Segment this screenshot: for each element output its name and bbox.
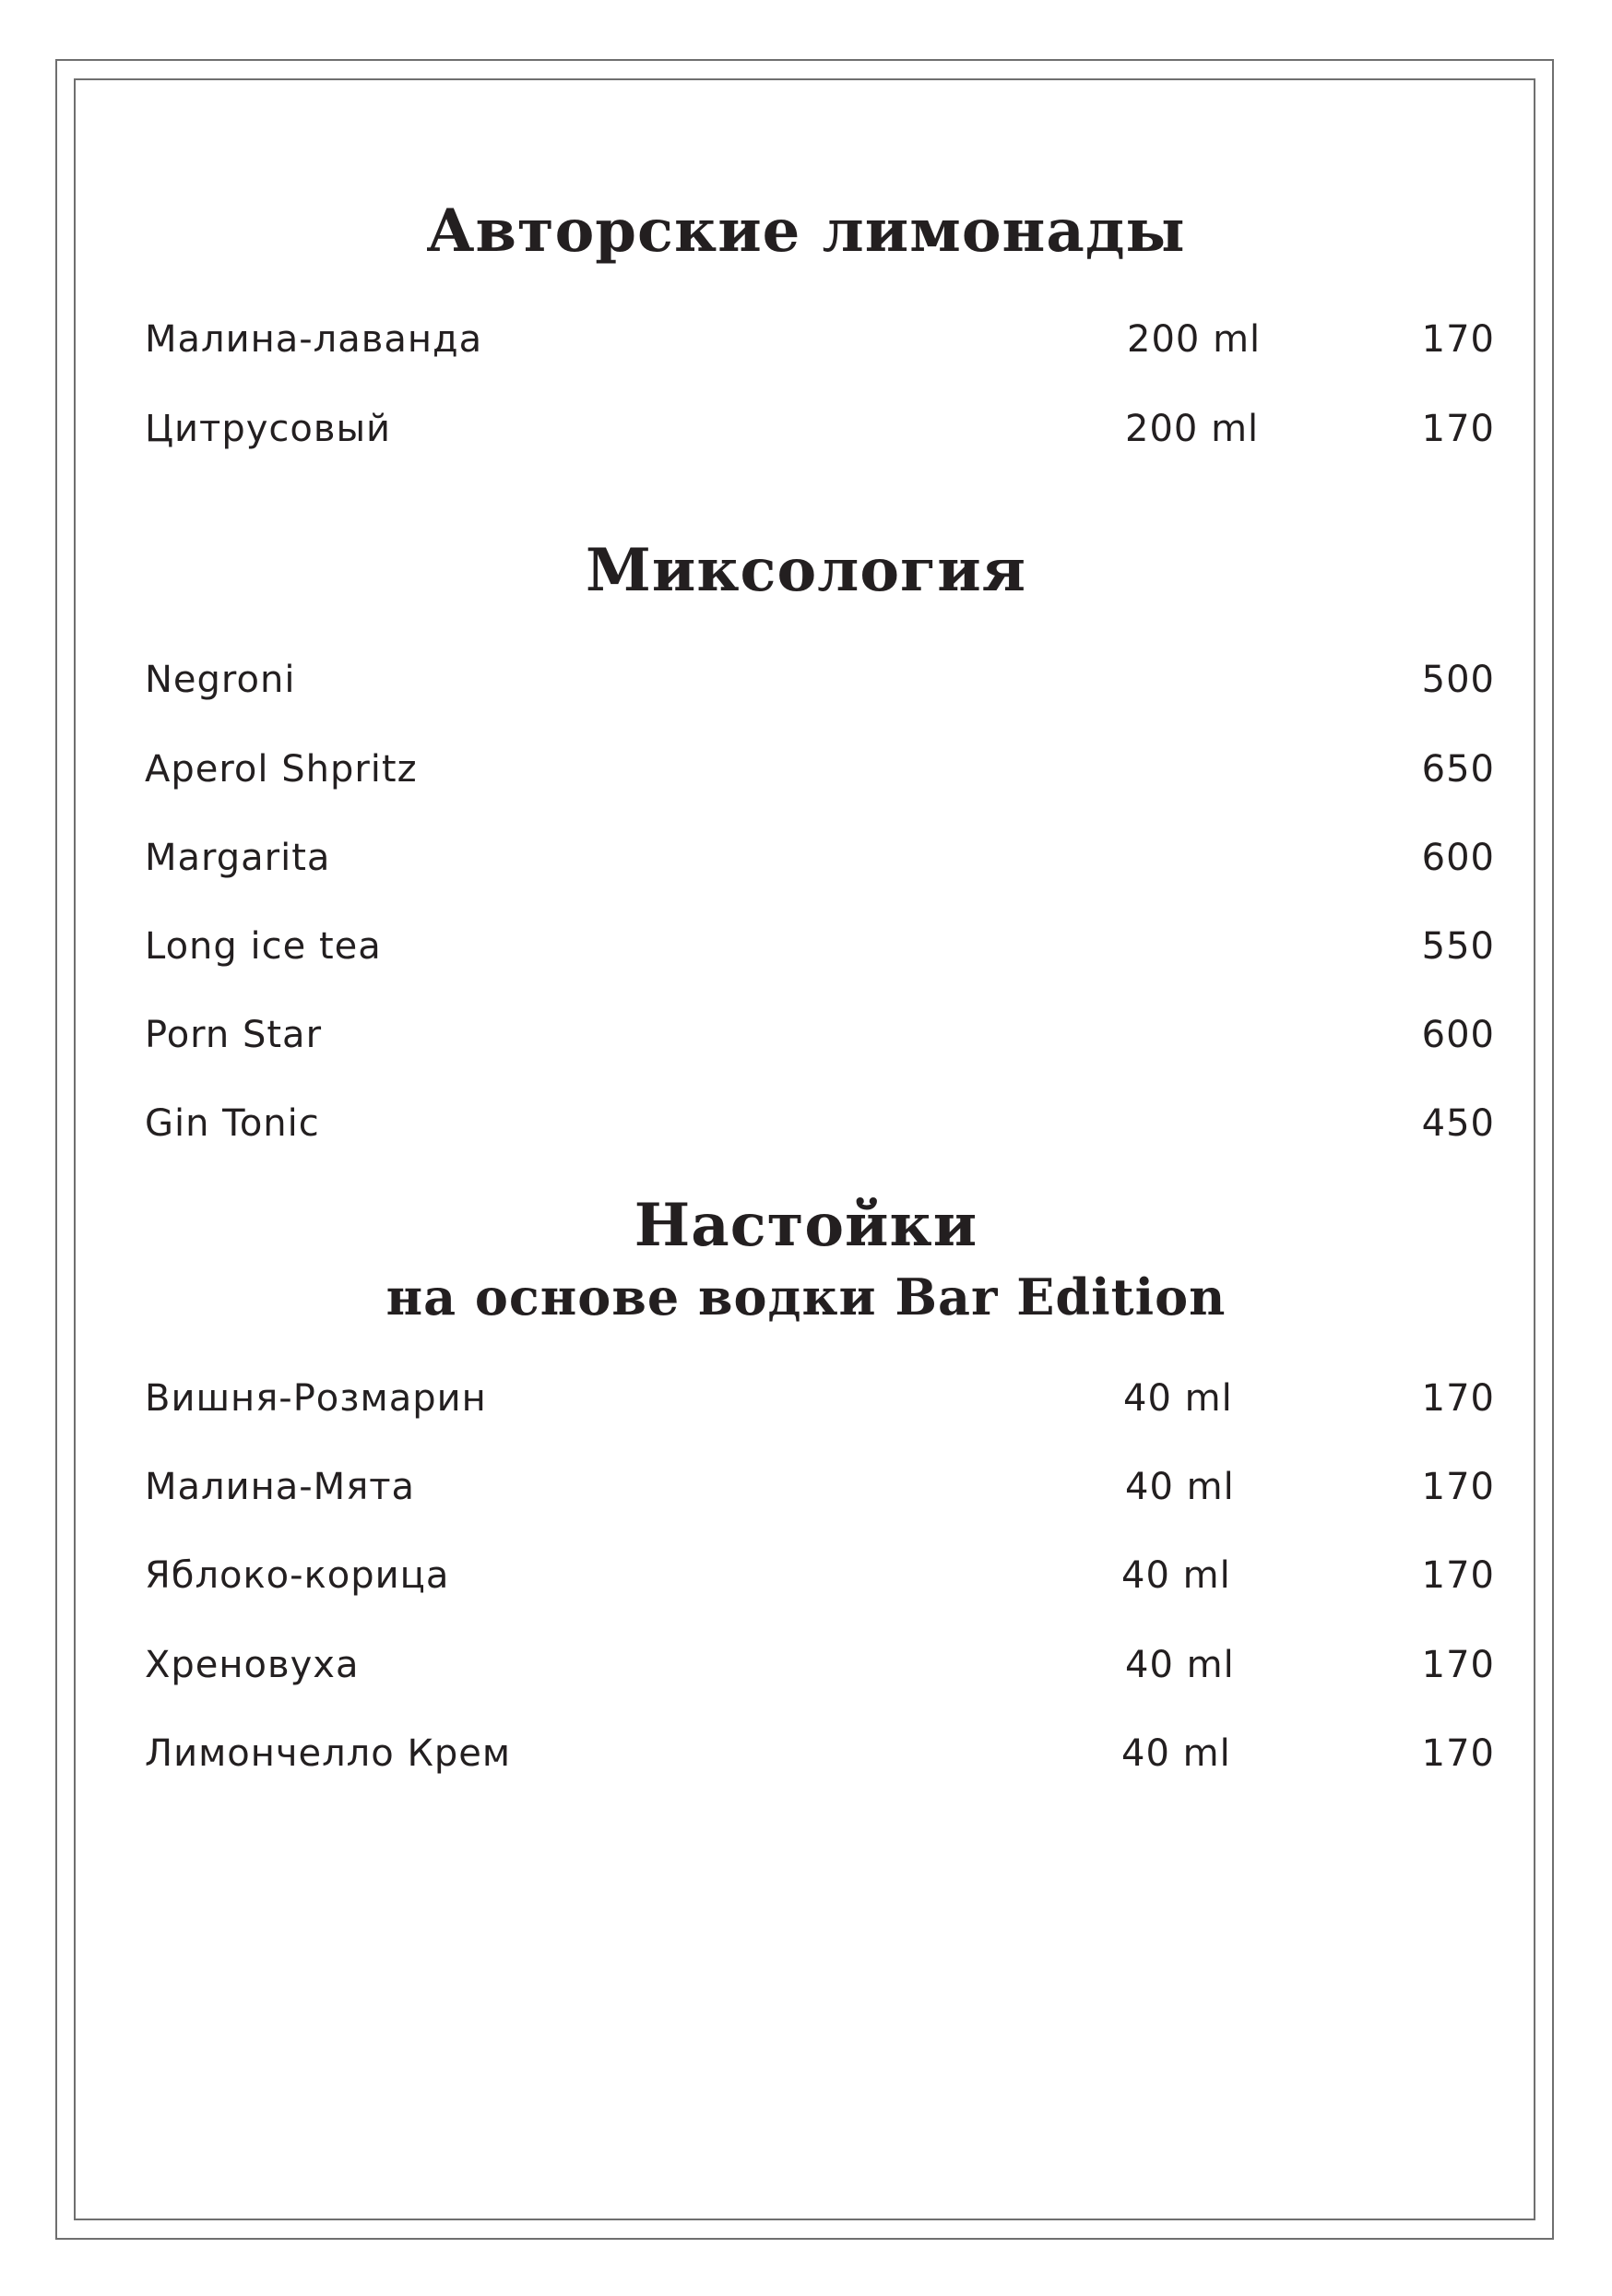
item-price: 170: [1421, 1644, 1495, 1686]
item-volume: 40 ml: [1123, 1377, 1233, 1420]
menu-item: [0, 317, 1612, 362]
item-price: 500: [1421, 659, 1495, 701]
item-name: Aperol Shpritz: [145, 748, 418, 791]
item-name: Long ice tea: [145, 925, 382, 968]
menu-item: [0, 1376, 1612, 1421]
item-price: 550: [1421, 925, 1495, 968]
item-price: 650: [1421, 748, 1495, 791]
item-name: Малина-Мята: [145, 1466, 416, 1508]
item-price: 600: [1421, 1014, 1495, 1056]
section-title-lemonades: Авторские лимонады: [426, 196, 1186, 266]
menu-item: [0, 1013, 1612, 1057]
item-volume: 40 ml: [1121, 1732, 1231, 1775]
item-price: 170: [1421, 1466, 1495, 1508]
section-title-mixology: Миксология: [586, 536, 1026, 605]
item-price: 170: [1421, 1377, 1495, 1420]
item-name: Хреновуха: [145, 1644, 360, 1686]
item-price: 600: [1421, 837, 1495, 879]
item-name: Negroni: [145, 659, 296, 701]
menu-item: [0, 1643, 1612, 1687]
item-name: Gin Tonic: [145, 1102, 320, 1145]
menu-item: [0, 658, 1612, 702]
item-name: Яблоко-корица: [145, 1554, 450, 1597]
menu-item: [0, 1101, 1612, 1146]
section-subtitle-tinctures: на основе водки Bar Edition: [385, 1267, 1227, 1326]
menu-item: [0, 836, 1612, 880]
item-price: 170: [1421, 318, 1495, 361]
item-volume: 40 ml: [1125, 1466, 1235, 1508]
menu-item: [0, 1731, 1612, 1776]
menu-item: [0, 747, 1612, 791]
item-name: Лимончелло Крем: [145, 1732, 512, 1775]
item-price: 170: [1421, 1554, 1495, 1597]
item-price: 170: [1421, 408, 1495, 450]
item-volume: 200 ml: [1127, 318, 1262, 361]
menu-item: [0, 407, 1612, 451]
page-border-inner: [74, 78, 1535, 2220]
item-name: Porn Star: [145, 1014, 323, 1056]
menu-item: [0, 1553, 1612, 1598]
item-name: Вишня-Розмарин: [145, 1377, 487, 1420]
item-volume: 40 ml: [1121, 1554, 1231, 1597]
item-name: Цитрусовый: [145, 408, 392, 450]
item-price: 170: [1421, 1732, 1495, 1775]
menu-item: [0, 1465, 1612, 1509]
menu-item: [0, 924, 1612, 969]
item-volume: 40 ml: [1125, 1644, 1235, 1686]
section-title-tinctures: Настойки: [634, 1191, 978, 1260]
item-name: Малина-лаванда: [145, 318, 483, 361]
item-volume: 200 ml: [1125, 408, 1260, 450]
item-name: Margarita: [145, 837, 331, 879]
item-price: 450: [1421, 1102, 1495, 1145]
